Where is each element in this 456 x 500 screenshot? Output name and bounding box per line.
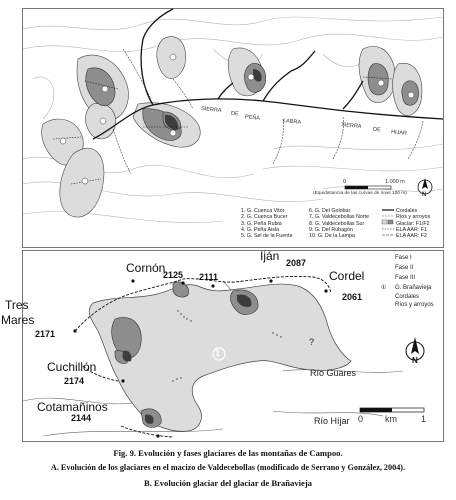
legend-a-column-3 xyxy=(396,208,430,239)
peak-name-cornon: Cornón xyxy=(126,261,166,275)
legend-item: 5. G. Sel de la Fuente xyxy=(241,233,293,240)
peak-alt-cotamaninos: 2144 xyxy=(71,413,92,423)
legend-item: 7. G. Valdecebollas Norte xyxy=(309,214,369,221)
legend-symbol: ① xyxy=(381,285,387,291)
peak-name-cuchillon: Cuchillón xyxy=(47,360,97,374)
scale-b-label-0: 0 xyxy=(358,414,364,424)
scale-bar-b xyxy=(360,408,424,412)
peak-alt-2111: 2111 xyxy=(199,272,219,282)
peak-name-tres-mares-1: Tres xyxy=(5,298,29,312)
peak-name-ijan: Iján xyxy=(260,249,280,263)
ridge-label-hijar: HIJAR xyxy=(390,129,408,137)
scale-b-label-km: km xyxy=(385,414,397,424)
ridge-label-labra: LABRA xyxy=(282,118,302,126)
legend-a-column-2 xyxy=(309,208,369,239)
legend-item: Ríos y arroyos xyxy=(396,214,431,221)
legend-item: 4. G. Peña Aisla xyxy=(241,226,279,233)
legend-item: Glaciar: F1/F2 xyxy=(396,220,430,227)
legend-item: ELA AAR: F2 xyxy=(396,233,427,240)
peak-alt-ijan: 2087 xyxy=(286,258,307,268)
scale-a-note: (Equidistancia de las curvas de nivel 100 m) xyxy=(313,191,407,196)
scale-a-start-label: 0 xyxy=(343,179,347,185)
legend-item: Fase II xyxy=(395,265,414,271)
legend-a xyxy=(237,206,442,246)
peak-name-cordel: Cordel xyxy=(329,269,365,283)
caption-line-3: B. Evolución glaciar del glaciar de Brañavieja xyxy=(144,478,312,488)
river-guares: Río Guares xyxy=(310,368,357,378)
legend-item: 3. G. Peña Rubia xyxy=(241,220,282,227)
legend-item: 6. G. Del Golobar xyxy=(309,208,351,214)
map-panel-a xyxy=(22,8,444,248)
peak-alt-cordel: 2061 xyxy=(342,292,363,302)
glacier-number: 1 xyxy=(215,348,221,358)
legend-a-column-1 xyxy=(241,208,293,239)
ridge-label-pena: PEÑA xyxy=(244,114,261,122)
scale-b-label-1: 1 xyxy=(421,414,427,424)
scale-bar-a xyxy=(345,186,391,189)
legend-item: Fase III xyxy=(395,275,416,281)
legend-item: 10. G. De la Lampa xyxy=(309,233,355,240)
ridge-label-sierra-1: SIERRA xyxy=(200,105,222,115)
legend-item: 2. G. Cuenca Bucer xyxy=(241,214,288,221)
ridge-label-de-1: DE xyxy=(230,110,239,118)
legend-item: 9. G. Del Rubagón xyxy=(309,226,353,233)
peak-alt-tres-mares: 2171 xyxy=(35,329,56,339)
ridge-label-de-2: DE xyxy=(372,126,381,134)
peak-alt-cuchillon: 2174 xyxy=(64,376,85,386)
question-mark: ? xyxy=(309,337,315,347)
legend-item: ELA AAR: F1 xyxy=(396,226,427,233)
legend-item: 8. G. Valdecebollas Sur xyxy=(309,220,365,227)
caption-line-1: Fig. 9. Evolución y fases glaciares de las montañas de Campoo. xyxy=(113,448,343,458)
caption-line-2: A. Evolución de los glaciares en el macizo de Valdecebollas (modificado de Serrano y González, 2004). xyxy=(50,463,406,472)
legend-item: Ríos y arroyos xyxy=(395,302,434,308)
peak-name-cotamaninos: Cotamañinos xyxy=(37,400,108,414)
legend-item: Fase I xyxy=(395,255,412,261)
peak-alt-cornon: 2125 xyxy=(163,270,184,280)
legend-item: Cordales xyxy=(396,208,418,214)
legend-b xyxy=(377,253,441,315)
river-hijar: Río Híjar xyxy=(314,416,350,426)
map-panel-b xyxy=(1,249,444,442)
legend-item: 1. G. Cuenca Vitor xyxy=(241,208,285,214)
peak-name-tres-mares-2: Mares xyxy=(1,313,35,327)
legend-item: Cordales xyxy=(395,294,420,300)
ridge-label-sierra-2: SIERRA xyxy=(340,121,362,131)
legend-item: G. Brañavieja xyxy=(395,285,432,291)
scale-a-end-label: 1.000 m xyxy=(385,179,405,185)
north-arrow-b-label: N xyxy=(412,356,418,365)
north-arrow-a-label: N xyxy=(422,192,427,198)
